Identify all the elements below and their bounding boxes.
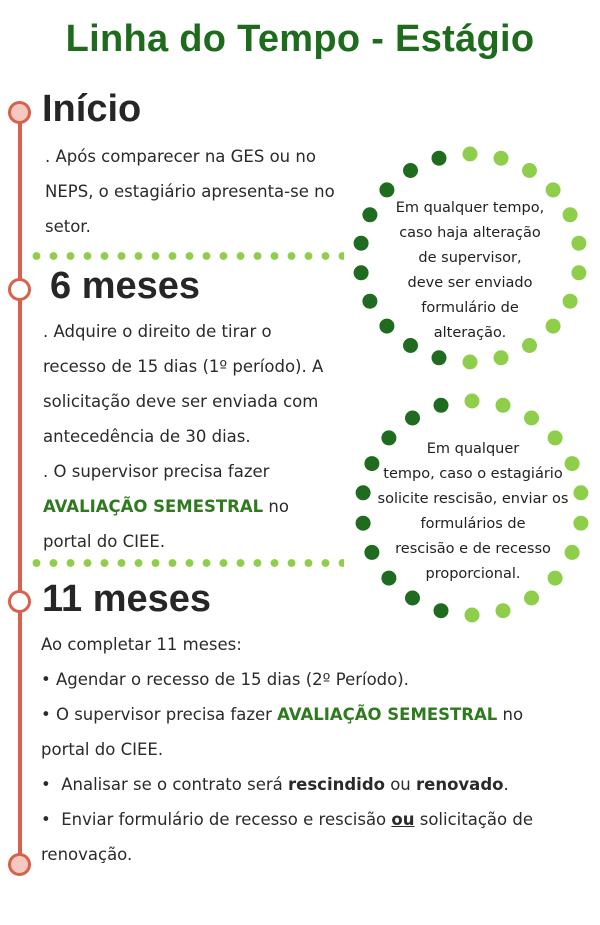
text-line: • Agendar o recesso de 15 dias (2º Período). [41, 670, 409, 689]
text-line: solicitação deve ser enviada com [43, 392, 319, 411]
note-alteracao-supervisor [380, 196, 560, 346]
ring-dot [524, 411, 539, 426]
ring-dot [432, 350, 447, 365]
ring-dot [465, 394, 480, 409]
ring-dot [463, 355, 478, 370]
text-line: setor. [45, 217, 91, 236]
ring-dot [432, 151, 447, 166]
ring-dot [494, 151, 509, 166]
ring-dot [524, 591, 539, 606]
ring-dot [465, 608, 480, 623]
note-line: caso haja alteração [399, 225, 541, 241]
ring-dot [434, 398, 449, 413]
note-line: formulário de [421, 300, 519, 316]
text-line: . O supervisor precisa fazer [43, 462, 270, 481]
note-line: proporcional. [425, 566, 521, 582]
highlight-avaliacao-semestral: AVALIAÇÃO SEMESTRAL [277, 705, 498, 724]
note-line: de supervisor, [418, 250, 522, 266]
ring-dot [362, 207, 377, 222]
section-heading-inicio: Início [42, 88, 142, 130]
bold-rescindido: rescindido [288, 775, 385, 794]
section-heading-11-meses: 11 meses [42, 578, 212, 620]
note-line: deve ser enviado [407, 275, 533, 291]
ring-dot [563, 294, 578, 309]
note-line: formulários de [420, 516, 526, 532]
ring-dot [403, 163, 418, 178]
note-line: rescisão e de recesso [395, 541, 551, 557]
note-rescisao [368, 437, 578, 587]
ring-dot [434, 603, 449, 618]
ring-dot [494, 350, 509, 365]
ring-dot [563, 207, 578, 222]
text-line: NEPS, o estagiário apresenta-se no [45, 182, 335, 201]
ring-dot [571, 236, 586, 251]
text-fragment: • O supervisor precisa fazer [41, 705, 278, 724]
text-fragment: no [497, 705, 524, 724]
ring-dot [354, 236, 369, 251]
ring-dot [405, 411, 420, 426]
text-fragment: • Enviar formulário de recesso e rescisão [41, 810, 392, 829]
section-heading-6-meses: 6 meses [50, 265, 201, 307]
ring-dot [463, 147, 478, 162]
ring-dot [571, 265, 586, 280]
ring-dot [354, 265, 369, 280]
ring-dot [522, 163, 537, 178]
text-line: portal do CIEE. [43, 532, 166, 551]
text-line: Ao completar 11 meses: [41, 635, 242, 654]
text-line: recesso de 15 dias (1º período). A [43, 357, 324, 376]
ring-dot [362, 294, 377, 309]
note-line: Em qualquer tempo, [395, 200, 545, 216]
ring-dot [496, 603, 511, 618]
text-line: . Adquire o direito de tirar o [43, 322, 272, 341]
text-line: antecedência de 30 dias. [43, 427, 251, 446]
note-line: tempo, caso o estagiário [383, 466, 563, 482]
text-fragment: • Analisar se o contrato será [41, 775, 289, 794]
text-line: renovação. [41, 845, 133, 864]
text-fragment: solicitação de [414, 810, 533, 829]
underlined-ou: ou [391, 810, 415, 829]
note-line: solicite rescisão, enviar os [377, 491, 569, 507]
note-line: Em qualquer [426, 441, 520, 457]
note-line: alteração. [433, 325, 507, 341]
ring-dot [405, 591, 420, 606]
text-fragment: . [503, 775, 509, 794]
text-line: portal do CIEE. [41, 740, 164, 759]
text-fragment: no [263, 497, 289, 516]
bold-renovado: renovado [416, 775, 504, 794]
highlight-avaliacao-semestral: AVALIAÇÃO SEMESTRAL [43, 497, 264, 516]
ring-dot [496, 398, 511, 413]
text-line: . Após comparecer na GES ou no [45, 147, 316, 166]
page-title: Linha do Tempo - Estágio [65, 18, 535, 60]
text-fragment: ou [384, 775, 417, 794]
